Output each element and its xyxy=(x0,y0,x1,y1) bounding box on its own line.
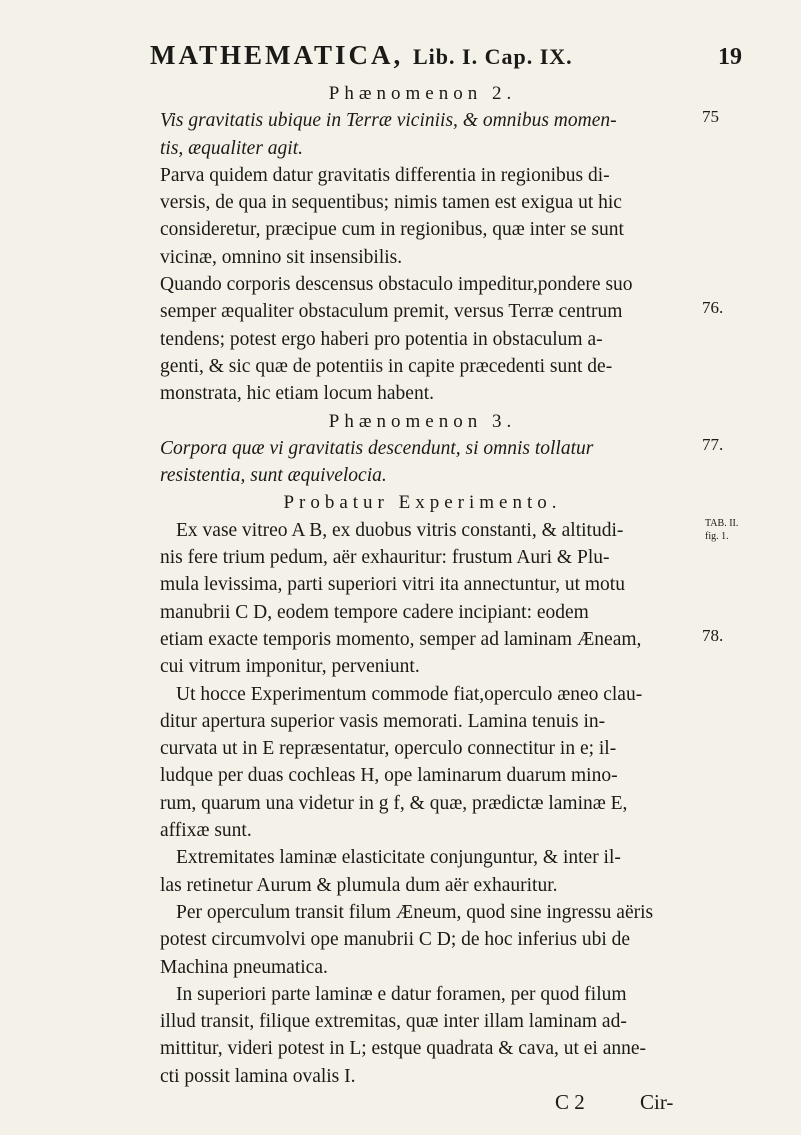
running-head xyxy=(150,40,690,71)
text-line: manubrii C D, eodem tempore cadere incipiant: eodem xyxy=(160,601,589,623)
margin-plate-ref: TAB. II. xyxy=(705,518,739,529)
text-line: Ut hocce Experimentum commode fiat,operculo æneo clau- xyxy=(176,683,643,705)
margin-number: 78. xyxy=(702,626,724,645)
experiment-heading: Probatur Experimento. xyxy=(283,492,562,514)
text-line: cui vitrum imponitur, perveniunt. xyxy=(160,656,420,678)
text-line: Corpora quæ vi gravitatis descendunt, si omnis tollatur xyxy=(160,437,594,459)
margin-figure-ref: fig. 1. xyxy=(705,531,729,542)
text-line: mula levissima, parti superiori vitri ita anneсtuntur, ut motu xyxy=(160,574,625,596)
book-chapter: Lib. I. Cap. IX. xyxy=(413,44,573,69)
text-line: affixæ sunt. xyxy=(160,820,252,842)
phenomenon-heading: Phænomenon 2. xyxy=(328,83,517,104)
text-line: ditur apertura superior vasis memorati. Lamina tenuis in- xyxy=(160,710,606,732)
text-line: cti possit lamina ovalis I. xyxy=(160,1065,356,1087)
text-line: rum, quarum una videtur in g f, & quæ, prædictæ laminæ E, xyxy=(160,792,628,814)
text-line: potest circumvolvi ope manubrii C D; de hoc inferius ubi de xyxy=(160,929,631,951)
phenomenon-heading: Phænomenon 3. xyxy=(328,410,517,432)
text-line: etiam exacte temporis momento, semper ad laminam Æneam, xyxy=(160,628,642,650)
margin-number: 76. xyxy=(702,298,724,317)
margin-number: 75 xyxy=(702,107,719,126)
catchword: Cir- xyxy=(640,1090,674,1114)
text-line: vicinæ, omnino sit insensibilis. xyxy=(160,246,403,268)
text-line: nis fere trium pedum, aër exhauritur: frustum Auri & Plu- xyxy=(160,547,610,569)
text-line: Quando corporis descensus obstaculo impeditur,pondere suo xyxy=(160,274,633,296)
text-line: consideretur, præcipue cum in regionibus, quæ inter se sunt xyxy=(160,219,624,241)
text-line: mittitur, videri potest in L; estque quadrata & cava, ut ei anne- xyxy=(160,1038,647,1060)
text-line: In superiori parte laminæ e datur foramen, per quod filum xyxy=(176,983,627,1005)
margin-number: 77. xyxy=(702,435,724,454)
text-line: Ex vase vitreo A B, ex duobus vitris constanti, & altitudi- xyxy=(176,519,624,541)
text-line: Per operculum transit filum Æneum, quod sine ingressu aëris xyxy=(176,901,654,923)
body-text xyxy=(160,80,685,1090)
text-line: Machina pneumatica. xyxy=(160,956,328,978)
text-line: las retinetur Aurum & plumula dum aër exhauritur. xyxy=(160,874,558,896)
text-line: tendens; potest ergo haberi pro potentia in obstaculum a- xyxy=(160,328,603,350)
text-line: ludque per duas cochleas H, ope laminarum duarum mino- xyxy=(160,765,618,787)
text-line: genti, & sic quæ de potentiis in capite præcedenti sunt de- xyxy=(160,355,613,377)
text-line: resistentia, sunt æquivelocia. xyxy=(160,465,387,487)
text-line: tis, æqualiter agit. xyxy=(160,137,304,159)
text-line: illud transit, filique extremitas, quæ inter illam laminam ad- xyxy=(160,1011,627,1033)
text-line: Vis gravitatis ubique in Terræ viciniis, & omnibus momen- xyxy=(160,110,617,132)
signature-mark: C 2 xyxy=(555,1090,585,1114)
text-line: Extremitates laminæ elasticitate conjunguntur, & inter il- xyxy=(176,847,621,869)
text-line: curvata ut in E repræsentatur, operculo connectitur in e; il- xyxy=(160,738,617,760)
text-line: Parva quidem datur gravitatis differentia in regionibus di- xyxy=(160,164,610,186)
running-title: MATHEMATICA, xyxy=(150,40,404,70)
text-line: monstrata, hic etiam locum habent. xyxy=(160,383,434,405)
text-line: versis, de qua in sequentibus; nimis tamen est exigua ut hic xyxy=(160,192,622,214)
text-line: semper æqualiter obstaculum premit, versus Terræ centrum xyxy=(160,301,623,323)
page-number: 19 xyxy=(718,44,742,70)
